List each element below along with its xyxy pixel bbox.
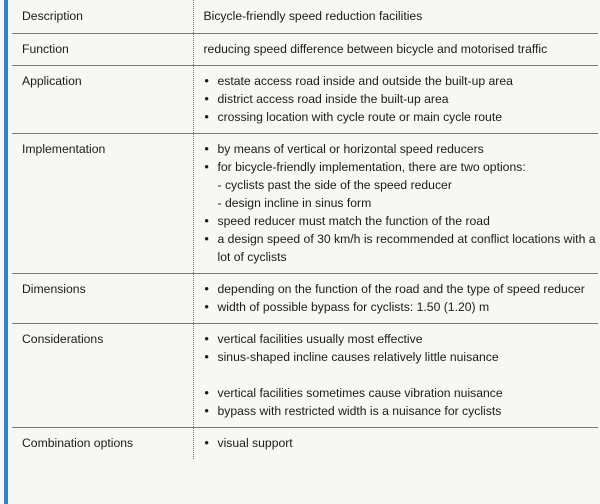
- row-label: Implementation: [12, 134, 193, 274]
- list-item: • a design speed of 30 km/h is recommended at conflict locations with a lot of cyclists: [204, 230, 599, 266]
- list-item: • speed reducer must match the function of the road: [204, 212, 599, 230]
- bullet-list: [204, 280, 599, 316]
- list-item: • width of possible bypass for cyclists: 1.50 (1.20) m: [204, 298, 599, 316]
- bullet-list: [204, 434, 599, 452]
- bullet-list: [204, 330, 599, 420]
- list-item: • sinus-shaped incline causes relatively little nuisance: [204, 348, 599, 366]
- list-item: • district access road inside the built-up area: [204, 90, 599, 108]
- row-text: reducing speed difference between bicycle and motorised traffic: [193, 34, 598, 66]
- list-item: • vertical facilities usually most effective: [204, 330, 599, 348]
- list-item: • estate access road inside and outside the built-up area: [204, 72, 599, 90]
- list-spacer: [204, 366, 599, 384]
- row-label: Application: [12, 66, 193, 134]
- row-considerations: [12, 324, 598, 428]
- table-header-row: [12, 0, 598, 34]
- list-item: • for bicycle-friendly implementation, there are two options:: [204, 158, 599, 176]
- row-combination-options: [12, 428, 598, 460]
- row-implementation: [12, 134, 598, 274]
- row-label: Dimensions: [12, 274, 193, 324]
- bullet-list: [204, 72, 599, 126]
- row-function: [12, 34, 598, 66]
- bullet-list: [204, 140, 599, 266]
- row-dimensions: [12, 274, 598, 324]
- sub-list-item: - cyclists past the side of the speed reducer: [217, 178, 452, 192]
- list-item: • bypass with restricted width is a nuisance for cyclists: [204, 402, 599, 420]
- list-item: • visual support: [204, 434, 599, 452]
- facility-spec-table: [12, 0, 598, 459]
- row-label: Function: [12, 34, 193, 66]
- row-application: [12, 66, 598, 134]
- list-item: • by means of vertical or horizontal speed reducers: [204, 140, 599, 158]
- list-item: • depending on the function of the road and the type of speed reducer: [204, 280, 599, 298]
- list-item: • vertical facilities sometimes cause vibration nuisance: [204, 384, 599, 402]
- header-description: Description: [12, 0, 193, 34]
- header-facility-title: Bicycle-friendly speed reduction facilities: [203, 9, 423, 23]
- list-item: • crossing location with cycle route or main cycle route: [204, 108, 599, 126]
- sub-list-item: - design incline in sinus form: [217, 196, 372, 210]
- left-accent-bar: [4, 0, 8, 504]
- row-label: Considerations: [12, 324, 193, 428]
- row-label: Combination options: [12, 428, 193, 460]
